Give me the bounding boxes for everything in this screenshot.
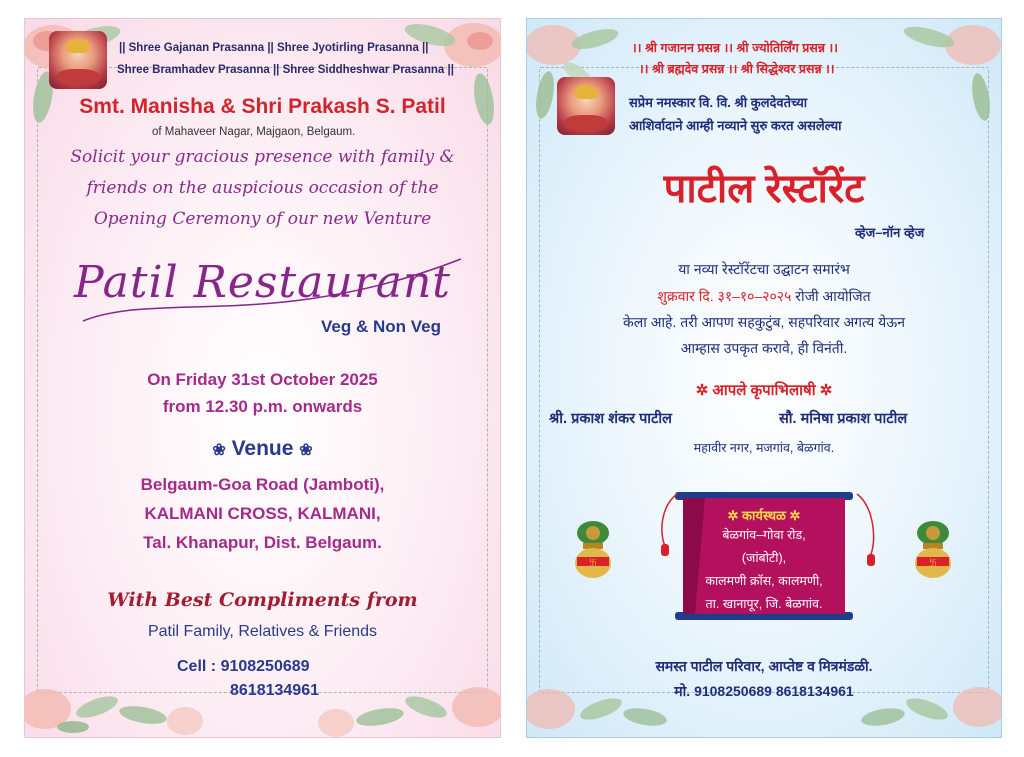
invite-line-3: Opening Ceremony of our new Venture <box>93 209 432 229</box>
ganesha-idol-icon <box>557 77 615 135</box>
body-line-1: या नव्या रेस्टॉरेंटचा उद्घाटन समारंभ <box>678 261 850 277</box>
compliments-line: With Best Compliments from <box>107 589 418 611</box>
phone-line: मो. 9108250689 8618134961 <box>674 683 854 699</box>
venue-line-2: KALMANI CROSS, KALMANI, <box>144 504 381 523</box>
venue-heading-text: Venue <box>231 437 294 460</box>
host-1: श्री. प्रकाश शंकर पाटील <box>549 411 672 427</box>
ganesha-idol-icon <box>49 31 107 89</box>
venue-line-4: ता. खानापूर, जि. बेळगांव. <box>705 597 823 611</box>
restaurant-name: Patil Restaurant <box>74 257 451 308</box>
invite-line-2: friends on the auspicious occasion of the <box>86 178 439 198</box>
cell-number-1: Cell : 9108250689 <box>177 658 310 675</box>
family-line: समस्त पाटील परिवार, आप्तेष्ट व मित्रमंडळी. <box>655 658 873 674</box>
top-right-floral-icon <box>881 19 1001 129</box>
event-date-suffix: रोजी आयोजित <box>791 288 871 304</box>
venue-line-2: (जांबोटी), <box>741 551 787 565</box>
blessing-line-2: Shree Bramhadev Prasanna || Shree Siddheshwar Prasanna || <box>117 64 454 76</box>
greeting-line-1: सप्रेम नमस्कार वि. वि. श्री कुलदेवतेच्या <box>629 95 808 110</box>
marathi-invitation-card <box>526 18 1002 738</box>
venue-line-1: Belgaum-Goa Road (Jamboti), <box>140 475 385 494</box>
invite-line-1: Solicit your gracious presence with family & <box>70 147 455 167</box>
greeting-line-2: आशिर्वादाने आम्ही नव्याने सुरु करत असलेल्या <box>629 118 842 133</box>
family-line: Patil Family, Relatives & Friends <box>147 623 378 640</box>
cell-number-2: 8618134961 <box>230 682 319 699</box>
host-address: महावीर नगर, मजगांव, बेळगांव. <box>693 441 835 455</box>
bottom-right-floral-icon <box>300 657 500 737</box>
time-line: from 12.30 p.m. onwards <box>162 397 363 416</box>
blessing-line-1: || Shree Gajanan Prasanna || Shree Jyotirling Prasanna || <box>119 42 429 54</box>
body-line-3: केला आहे. तरी आपण सहकुटुंब, सहपरिवार अगत्य येऊन <box>622 314 905 330</box>
venue-line-3: कालमणी क्रॉस, कालमणी, <box>705 574 823 588</box>
venue-line-1: बेळगांव–गोवा रोड, <box>722 528 806 542</box>
cuisine-label: Veg & Non Veg <box>321 317 441 336</box>
venue-heading <box>25 437 500 461</box>
blessing-line-1: ।। श्री गजानन प्रसन्न ।। श्री ज्योतिर्लिंग प्रसन्न ।। <box>632 41 838 55</box>
kalash-pot-left-icon <box>571 519 615 581</box>
venue-ornament-left-icon: ❀ <box>212 442 226 459</box>
blessing-line-2: ।। श्री ब्रह्मदेव प्रसन्न ।। श्री सिद्धेश्वर प्रसन्न ।। <box>639 62 835 76</box>
host-2: सौ. मनिषा प्रकाश पाटील <box>779 411 908 427</box>
english-invitation-card <box>24 18 501 738</box>
svg-text:卐: 卐 <box>929 558 937 567</box>
event-date: शुक्रवार दि. ३१–१०–२०२५ <box>657 288 792 304</box>
body-line-2 <box>527 287 1001 306</box>
venue-heading: ✲ कार्यस्थळ ✲ <box>727 508 801 523</box>
top-right-floral-icon <box>390 19 500 139</box>
venue-line-3: Tal. Khanapur, Dist. Belgaum. <box>143 533 382 552</box>
restaurant-name: पाटील रेस्टॉरेंट <box>663 167 865 211</box>
well-wishers-heading: ✲ आपले कृपाभिलाषी ✲ <box>695 382 833 399</box>
date-line: On Friday 31st October 2025 <box>147 370 378 389</box>
svg-text:卐: 卐 <box>589 558 597 567</box>
right-tassel-icon <box>853 492 883 572</box>
cuisine-label: व्हेज–नॉन व्हेज <box>855 225 925 240</box>
host-address: of Mahaveer Nagar, Majgaon, Belgaum. <box>152 126 356 138</box>
body-line-4: आम्हास उपकृत करावे, ही विनंती. <box>680 340 848 356</box>
host-names: Smt. Manisha & Shri Prakash S. Patil <box>79 95 446 118</box>
venue-ornament-right-icon: ❀ <box>299 442 313 459</box>
kalash-pot-right-icon <box>911 519 955 581</box>
